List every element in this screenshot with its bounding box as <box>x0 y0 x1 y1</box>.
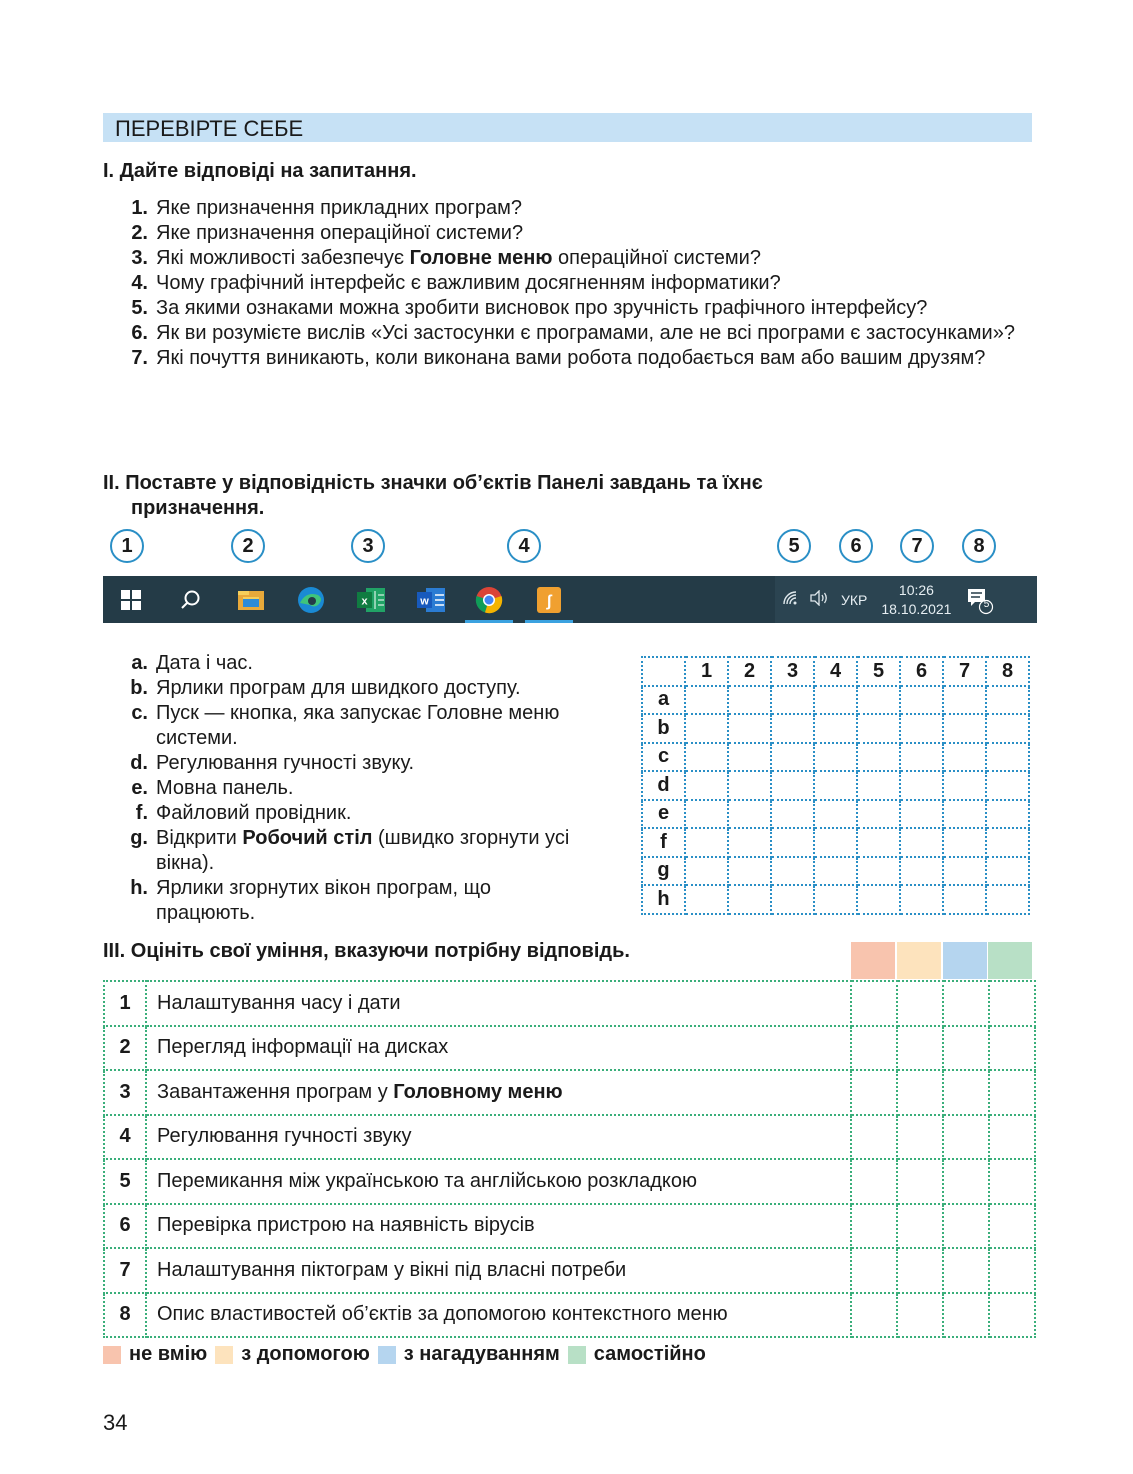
grid-cell[interactable] <box>900 743 943 772</box>
grid-cell[interactable] <box>986 714 1029 743</box>
questions-list <box>120 196 1032 371</box>
windows-start-icon[interactable] <box>103 576 159 623</box>
question-item: 6. Як ви розумієте вислів «Усі застосунки є програмами, але не всі програми є застосунками»? <box>131 322 1015 344</box>
search-icon[interactable] <box>163 576 219 623</box>
clock[interactable] <box>881 581 951 619</box>
grid-cell[interactable] <box>728 800 771 829</box>
grid-cell[interactable] <box>986 800 1029 829</box>
grid-row <box>642 800 1029 829</box>
taskbar <box>103 576 1032 623</box>
section1-title: I. Дайте відповіді на запитання. <box>103 160 417 182</box>
edge-browser-icon[interactable] <box>283 576 339 623</box>
notification-count: 5 <box>983 598 990 610</box>
rating-legend <box>103 1343 714 1366</box>
grid-cell[interactable] <box>685 800 728 829</box>
marker-6: 6 <box>839 529 873 563</box>
grid-cell[interactable] <box>943 743 986 772</box>
legend-swatch <box>378 1346 396 1364</box>
rating-color-2 <box>897 942 941 979</box>
legend-swatch <box>215 1346 233 1364</box>
grid-cell[interactable] <box>685 771 728 800</box>
grid-cell[interactable] <box>685 714 728 743</box>
question-item: 2. Яке призначення операційної системи? <box>131 222 524 244</box>
section2-title-line2: призначення. <box>131 497 265 519</box>
rating-cell[interactable] <box>989 1293 1035 1338</box>
grid-cell[interactable] <box>857 857 900 886</box>
marker-4: 4 <box>507 529 541 563</box>
grid-cell[interactable] <box>986 857 1029 886</box>
grid-cell[interactable] <box>814 714 857 743</box>
grid-cell[interactable] <box>685 885 728 914</box>
grid-cell[interactable] <box>771 885 814 914</box>
purpose-item: g. Відкрити Робочий стіл (швидко згорнути усі вікна). <box>130 827 570 874</box>
grid-cell[interactable] <box>814 743 857 772</box>
grid-col-header: 1 <box>685 657 728 686</box>
grid-cell[interactable] <box>728 743 771 772</box>
rating-cell[interactable] <box>897 981 943 1026</box>
grid-cell[interactable] <box>685 857 728 886</box>
legend-label: самостійно <box>593 1343 706 1365</box>
page-number: 34 <box>103 1410 128 1435</box>
question-item: 7. Які почуття виникають, коли виконана вами робота подобається вам або вашим друзям? <box>131 347 986 369</box>
grid-row <box>642 686 1029 715</box>
legend-swatch <box>568 1346 586 1364</box>
rating-cell[interactable] <box>943 1115 989 1160</box>
marker-2: 2 <box>231 529 265 563</box>
skills-row: 4 Регулювання гучності звуку <box>104 1115 1035 1160</box>
legend-swatch <box>103 1346 121 1364</box>
rating-cell[interactable] <box>851 1070 897 1115</box>
grid-cell[interactable] <box>814 686 857 715</box>
rating-cell[interactable] <box>989 1070 1035 1115</box>
rating-cell[interactable] <box>851 1026 897 1071</box>
rating-cell[interactable] <box>897 1248 943 1293</box>
rating-cell[interactable] <box>851 981 897 1026</box>
grid-cell[interactable] <box>728 686 771 715</box>
grid-cell[interactable] <box>857 714 900 743</box>
marker-7: 7 <box>900 529 934 563</box>
svg-text:x: x <box>361 595 368 607</box>
grid-cell[interactable] <box>814 885 857 914</box>
question-item: 3. Які можливості забезпечує Головне меню операційної системи? <box>131 247 761 269</box>
rating-color-4 <box>988 942 1032 979</box>
grid-cell[interactable] <box>771 857 814 886</box>
rating-cell[interactable] <box>989 1248 1035 1293</box>
grid-cell[interactable] <box>900 714 943 743</box>
section-header-title: ПЕРЕВІРТЕ СЕБЕ <box>115 116 304 141</box>
grid-cell[interactable] <box>900 771 943 800</box>
rating-cell[interactable] <box>897 1204 943 1249</box>
grid-cell[interactable] <box>986 771 1029 800</box>
purpose-item: e. Мовна панель. <box>131 777 294 799</box>
rating-cell[interactable] <box>943 1070 989 1115</box>
grid-cell[interactable] <box>685 686 728 715</box>
rating-cell[interactable] <box>897 1070 943 1115</box>
grid-cell[interactable] <box>900 800 943 829</box>
grid-row <box>642 771 1029 800</box>
grid-row <box>642 743 1029 772</box>
grid-cell[interactable] <box>943 885 986 914</box>
rating-cell[interactable] <box>943 1204 989 1249</box>
grid-header-row <box>642 657 1029 686</box>
marker-5: 5 <box>777 529 811 563</box>
active-app-indicator <box>465 620 513 623</box>
grid-cell[interactable] <box>943 714 986 743</box>
marker-3: 3 <box>351 529 385 563</box>
matching-grid <box>641 656 1030 915</box>
grid-row-header: f <box>642 828 685 857</box>
grid-cell[interactable] <box>771 743 814 772</box>
app-icon[interactable] <box>521 576 577 623</box>
rating-cell[interactable] <box>851 1159 897 1204</box>
skills-row: 2 Перегляд інформації на дисках <box>104 1026 1035 1071</box>
grid-cell[interactable] <box>685 828 728 857</box>
grid-row <box>642 714 1029 743</box>
rating-cell[interactable] <box>897 1026 943 1071</box>
grid-row-header: g <box>642 857 685 886</box>
grid-row-header: d <box>642 771 685 800</box>
grid-cell[interactable] <box>900 885 943 914</box>
grid-cell[interactable] <box>771 771 814 800</box>
grid-col-header: 8 <box>986 657 1029 686</box>
grid-cell[interactable] <box>943 771 986 800</box>
rating-cell[interactable] <box>943 1159 989 1204</box>
grid-row <box>642 857 1029 886</box>
grid-col-header: 2 <box>728 657 771 686</box>
wifi-icon[interactable] <box>783 591 801 608</box>
skills-row: 8 Опис властивостей об’єктів за допомогою контекстного меню <box>104 1293 1035 1338</box>
svg-text:ʃ: ʃ <box>546 592 552 610</box>
question-item: 1. Яке призначення прикладних програм? <box>131 197 522 219</box>
legend-label: не вмію <box>129 1343 208 1365</box>
grid-cell[interactable] <box>857 885 900 914</box>
grid-cell[interactable] <box>771 828 814 857</box>
grid-cell[interactable] <box>857 686 900 715</box>
grid-col-header: 7 <box>943 657 986 686</box>
grid-cell[interactable] <box>771 800 814 829</box>
section2-title-line1: II. Поставте у відповідність значки об’єктів Панелі завдань та їхнє <box>103 472 763 494</box>
grid-cell[interactable] <box>900 686 943 715</box>
grid-cell[interactable] <box>857 771 900 800</box>
file-explorer-icon[interactable] <box>223 576 279 623</box>
grid-cell[interactable] <box>728 828 771 857</box>
legend-label: з допомогою <box>241 1343 370 1365</box>
grid-cell[interactable] <box>943 800 986 829</box>
grid-cell[interactable] <box>728 771 771 800</box>
rating-cell[interactable] <box>851 1204 897 1249</box>
grid-row-header: c <box>642 743 685 772</box>
rating-cell[interactable] <box>943 1248 989 1293</box>
grid-row <box>642 828 1029 857</box>
grid-cell[interactable] <box>814 828 857 857</box>
rating-color-1 <box>851 942 895 979</box>
skills-row: 1 Налаштування часу і дати <box>104 981 1035 1026</box>
rating-cell[interactable] <box>851 1293 897 1338</box>
grid-cell[interactable] <box>728 885 771 914</box>
grid-cell[interactable] <box>900 857 943 886</box>
legend-label: з нагадуванням <box>403 1343 560 1365</box>
grid-row-header: h <box>642 885 685 914</box>
rating-cell[interactable] <box>943 981 989 1026</box>
grid-col-header: 6 <box>900 657 943 686</box>
excel-icon[interactable] <box>343 576 399 623</box>
rating-cell[interactable] <box>989 1115 1035 1160</box>
grid-cell[interactable] <box>986 828 1029 857</box>
grid-row-header: b <box>642 714 685 743</box>
system-tray <box>775 576 1037 623</box>
grid-cell[interactable] <box>771 714 814 743</box>
grid-cell[interactable] <box>728 714 771 743</box>
rating-cell[interactable] <box>851 1115 897 1160</box>
grid-cell[interactable] <box>814 857 857 886</box>
rating-cell[interactable] <box>943 1026 989 1071</box>
grid-col-header: 5 <box>857 657 900 686</box>
purpose-item: h. Ярлики згорнутих вікон програм, що працюють. <box>130 877 492 924</box>
section-header <box>103 113 1032 142</box>
grid-cell[interactable] <box>728 857 771 886</box>
rating-cell[interactable] <box>851 1248 897 1293</box>
skills-row: 3 Завантаження програм у Головному меню <box>104 1070 1035 1115</box>
marker-1: 1 <box>110 529 144 563</box>
chrome-icon[interactable] <box>461 576 517 623</box>
question-item: 5. За якими ознаками можна зробити висновок про зручність графічного інтерфейсу? <box>131 297 928 319</box>
grid-row-header: e <box>642 800 685 829</box>
rating-cell[interactable] <box>989 1026 1035 1071</box>
svg-text:w: w <box>420 595 429 607</box>
purpose-item: c. Пуск — кнопка, яка запускає Головне меню системи. <box>131 702 560 749</box>
clock-date: 18.10.2021 <box>881 600 952 617</box>
rating-color-3 <box>943 942 987 979</box>
grid-col-header: 4 <box>814 657 857 686</box>
notification-icon[interactable] <box>965 585 995 615</box>
grid-cell[interactable] <box>900 828 943 857</box>
marker-8: 8 <box>962 529 996 563</box>
rating-cell[interactable] <box>943 1293 989 1338</box>
grid-cell[interactable] <box>943 686 986 715</box>
grid-cell[interactable] <box>857 828 900 857</box>
purpose-item: f. Файловий провідник. <box>135 802 352 824</box>
rating-cell[interactable] <box>989 1159 1035 1204</box>
grid-cell[interactable] <box>857 800 900 829</box>
section3-title: III. Оцініть свої уміння, вказуючи потрібну відповідь. <box>103 940 630 962</box>
active-app-indicator <box>525 620 573 623</box>
question-item: 4. Чому графічний інтерфейс є важливим досягненням інформатики? <box>131 272 781 294</box>
grid-cell[interactable] <box>943 828 986 857</box>
grid-cell[interactable] <box>986 743 1029 772</box>
grid-cell[interactable] <box>771 686 814 715</box>
grid-cell[interactable] <box>685 743 728 772</box>
volume-icon[interactable] <box>809 590 829 609</box>
purpose-list <box>120 651 600 926</box>
rating-cell[interactable] <box>897 1159 943 1204</box>
purpose-item: d. Регулювання гучності звуку. <box>130 752 415 774</box>
grid-row-header: a <box>642 686 685 715</box>
rating-cell[interactable] <box>897 1115 943 1160</box>
grid-cell[interactable] <box>814 800 857 829</box>
grid-cell[interactable] <box>814 771 857 800</box>
grid-col-header: 3 <box>771 657 814 686</box>
purpose-item: a. Дата і час. <box>131 652 253 674</box>
language-indicator[interactable]: УКР <box>841 591 868 608</box>
skills-table <box>103 980 1036 1338</box>
clock-time: 10:26 <box>898 581 934 598</box>
purpose-item: b. Ярлики програм для швидкого доступу. <box>130 677 521 699</box>
rating-cell[interactable] <box>989 1204 1035 1249</box>
grid-row <box>642 885 1029 914</box>
grid-cell[interactable] <box>857 743 900 772</box>
skills-row: 5 Перемикання між українською та англійською розкладкою <box>104 1159 1035 1204</box>
rating-cell[interactable] <box>897 1293 943 1338</box>
grid-cell[interactable] <box>986 686 1029 715</box>
grid-cell[interactable] <box>986 885 1029 914</box>
skills-row: 7 Налаштування піктограм у вікні під власні потреби <box>104 1248 1035 1293</box>
skills-row: 6 Перевірка пристрою на наявність вірусів <box>104 1204 1035 1249</box>
grid-cell[interactable] <box>943 857 986 886</box>
rating-cell[interactable] <box>989 981 1035 1026</box>
word-icon[interactable] <box>403 576 459 623</box>
